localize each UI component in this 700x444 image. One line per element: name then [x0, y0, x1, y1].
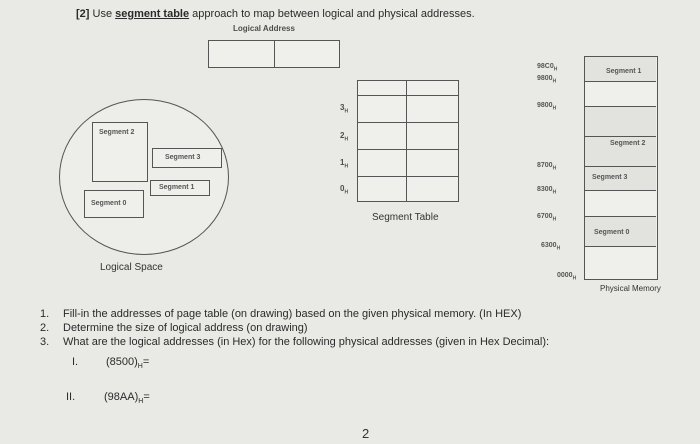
- physical-memory-label: Physical Memory: [600, 284, 661, 293]
- physical-memory-divider: [585, 166, 656, 167]
- question-2-number: 2.: [40, 322, 50, 334]
- segment-table-row-divider: [358, 122, 458, 123]
- physical-memory-divider: [585, 246, 656, 247]
- address-8300: $8300_H$: [537, 186, 557, 196]
- logical-segment-1-label: Segment 1: [159, 184, 195, 191]
- page-number: 2: [362, 426, 370, 441]
- segment-table-label: Segment Table: [372, 212, 439, 223]
- subquestion-1-number: I.: [72, 356, 79, 368]
- segment-table-row-label-0: $0_H$: [340, 184, 349, 196]
- segment-table-row-label-3: $3_H$: [340, 103, 349, 115]
- logical-space-label: Logical Space: [100, 262, 163, 273]
- address-8700: $8700_H$: [537, 162, 557, 172]
- logical-segment-0-label: Segment 0: [91, 200, 127, 207]
- question-heading: [76, 8, 475, 20]
- logical-segment-0: [84, 190, 144, 218]
- physical-memory-divider: [585, 136, 656, 137]
- segment-table-col-divider: [406, 81, 407, 201]
- segment-table-row-divider: [358, 149, 458, 150]
- question-3-text: What are the logical addresses (in Hex) for the following physical addresses (given in Hex Decimal):: [63, 336, 550, 348]
- question-1-text: Fill-in the addresses of page table (on drawing) based on the given physical memory. (In HEX): [63, 308, 522, 320]
- logical-segment-3: [152, 148, 222, 168]
- physical-segment-3-label: Segment 3: [592, 174, 628, 181]
- physical-segment-1-label: Segment 1: [606, 68, 642, 75]
- physical-segment-0-label: Segment 0: [594, 229, 630, 236]
- physical-memory-divider: [585, 216, 656, 217]
- address-9800: $9800_H$: [537, 102, 557, 112]
- subquestion-1-text: $(8500)_H=$: [106, 356, 150, 371]
- address-9800-top: $9800_H$: [537, 75, 557, 85]
- logical-address-label: Logical Address: [233, 24, 295, 33]
- question-3-number: 3.: [40, 336, 50, 348]
- segment-table: [357, 80, 459, 202]
- subquestion-2-number: II.: [66, 391, 76, 403]
- logical-segment-3-label: Segment 3: [165, 154, 201, 161]
- address-98c0: $98C0_H$: [537, 63, 558, 73]
- subquestion-2-text: $(98AA)_H=$: [104, 391, 150, 406]
- segment-table-row-divider: [358, 176, 458, 177]
- logical-segment-1: [150, 180, 210, 196]
- physical-memory-divider: [585, 190, 656, 191]
- physical-memory-divider: [585, 106, 656, 107]
- physical-segment-2-label: Segment 2: [610, 140, 646, 147]
- logical-segment-2: [92, 122, 148, 182]
- address-0000: $0000_H$: [557, 272, 577, 282]
- logical-address-divider: [274, 41, 275, 67]
- logical-address-box: [208, 40, 340, 68]
- segment-table-row-label-2: $2_H$: [340, 131, 349, 143]
- logical-segment-2-label: Segment 2: [99, 129, 135, 136]
- question-2-text: Determine the size of logical address (on drawing): [63, 322, 308, 334]
- address-6700: $6700_H$: [537, 213, 557, 223]
- heading-pre: Use: [92, 8, 113, 20]
- heading-post: approach to map between logical and physical addresses.: [192, 8, 475, 20]
- physical-memory-divider: [585, 81, 656, 82]
- question-1-number: 1.: [40, 308, 50, 320]
- address-6300: $6300_H$: [541, 242, 561, 252]
- segment-table-row-label-1: $1_H$: [340, 158, 349, 170]
- segment-table-row-divider: [358, 95, 458, 96]
- heading-link: segment table: [115, 8, 190, 20]
- question-number: [2]: [76, 8, 90, 20]
